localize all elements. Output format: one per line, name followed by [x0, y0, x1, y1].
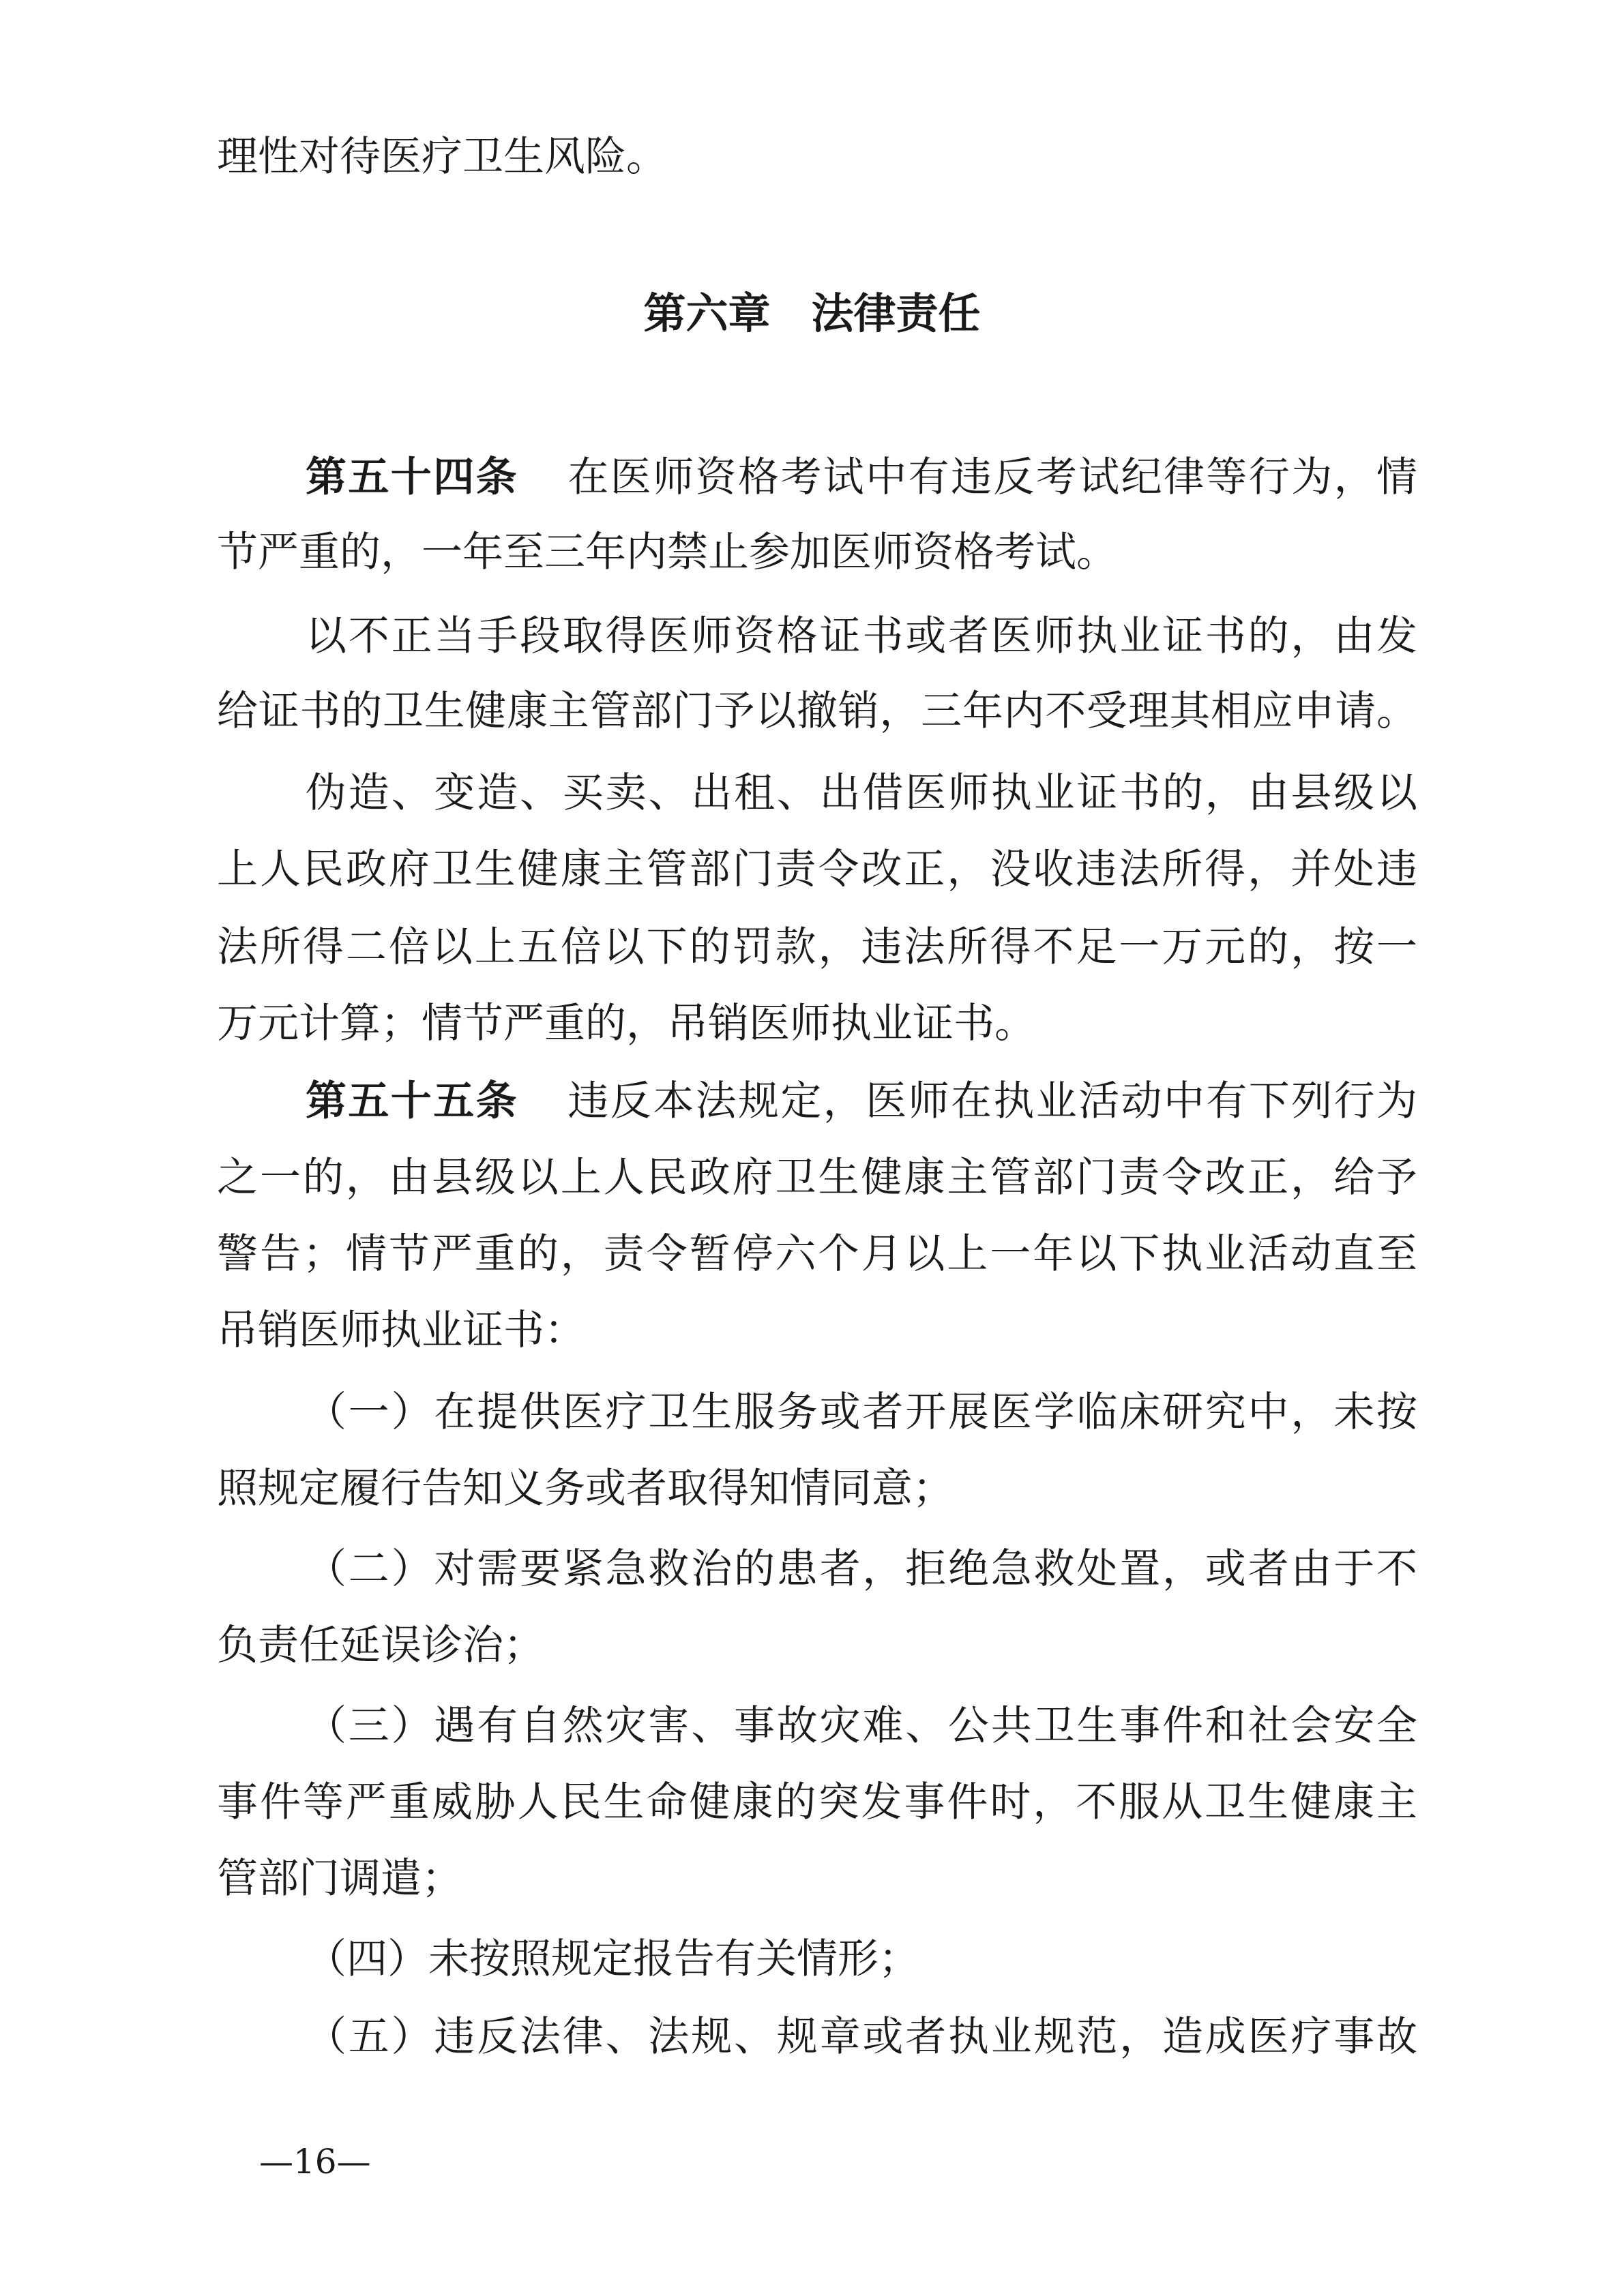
paragraph-line: 给证书的卫生健康主管部门予以撤销，三年内不受理其相应申请。 [217, 687, 1417, 735]
paragraph-line: 以不正当手段取得医师资格证书或者医师执业证书的，由发 [306, 612, 1417, 660]
article-55-first-line [306, 1064, 1417, 1139]
list-item-line: （五）违反法律、法规、规章或者执业规范，造成医疗事故 [306, 2013, 1417, 2061]
list-item-line: 照规定履行告知义务或者取得知情同意； [217, 1465, 954, 1512]
article-text: 违反本法规定，医师在执业活动中有下列行为 [566, 1077, 1417, 1125]
paragraph-line: 万元计算；情节严重的，吊销医师执业证书。 [217, 1000, 1035, 1047]
list-item-line: （四）未按照规定报告有关情形； [306, 1935, 919, 1983]
chapter-heading [0, 276, 1624, 351]
list-item-line: 负责任延误诊治； [217, 1622, 544, 1669]
article-54-heading: 第五十四条 [306, 453, 518, 501]
article-54-first-line [306, 440, 1417, 515]
paragraph-line: 理性对待医疗卫生风险。 [217, 133, 667, 181]
paragraph-line: 伪造、变造、买卖、出租、出借医师执业证书的，由县级以 [306, 769, 1417, 817]
chapter-title: 法律责任 [811, 288, 981, 338]
paragraph-line: 吊销医师执业证书： [217, 1307, 585, 1354]
list-item-line: （二）对需要紧急救治的患者，拒绝急救处置，或者由于不 [306, 1545, 1417, 1593]
article-55-heading: 第五十五条 [306, 1077, 518, 1125]
paragraph-line: 之一的，由县级以上人民政府卫生健康主管部门责令改正，给予 [217, 1154, 1417, 1202]
paragraph-line: 法所得二倍以上五倍以下的罚款，违法所得不足一万元的，按一 [217, 923, 1417, 971]
paragraph-line: 节严重的，一年至三年内禁止参加医师资格考试。 [217, 528, 1117, 576]
list-item-line: 事件等严重威胁人民生命健康的突发事件时，不服从卫生健康主 [217, 1778, 1417, 1826]
page-number: —16— [259, 2142, 371, 2181]
paragraph-line: 上人民政府卫生健康主管部门责令改正，没收违法所得，并处违 [217, 846, 1417, 893]
chapter-number: 第六章 [643, 288, 771, 338]
paragraph-line: 警告；情节严重的，责令暂停六个月以上一年以下执业活动直至 [217, 1230, 1417, 1278]
list-item-line: （一）在提供医疗卫生服务或者开展医学临床研究中，未按 [306, 1388, 1417, 1436]
article-text: 在医师资格考试中有违反考试纪律等行为，情 [566, 453, 1417, 501]
list-item-line: 管部门调遣； [217, 1855, 462, 1903]
list-item-line: （三）遇有自然灾害、事故灾难、公共卫生事件和社会安全 [306, 1702, 1417, 1750]
